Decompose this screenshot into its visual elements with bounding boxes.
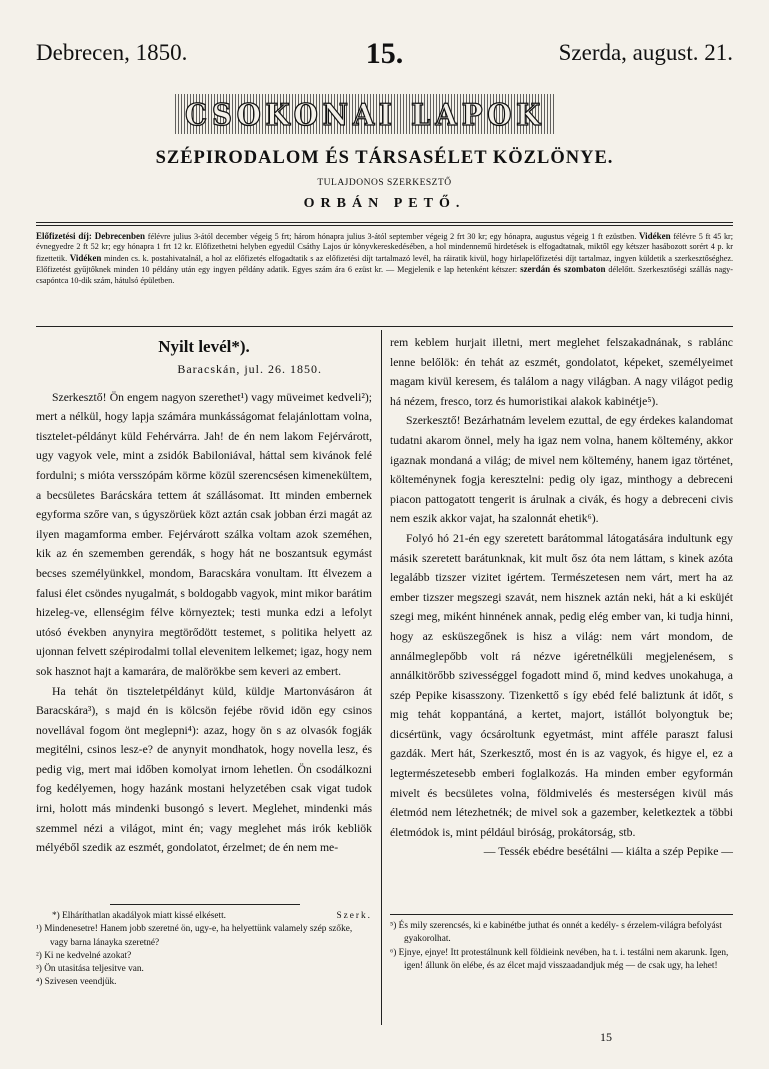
- divider-subscription: [36, 326, 733, 327]
- paragraph: — Tessék ebédre besétálni — kiálta a szép Pepike —: [483, 845, 733, 859]
- masthead-logo: [175, 94, 555, 134]
- footnote: ⁴) Szivesen veendjük.: [36, 977, 117, 988]
- masthead-title: CSOKONAI LAPOK: [185, 98, 545, 133]
- column-divider: [381, 330, 382, 1025]
- footnote-rule-left: [110, 904, 300, 905]
- footnote-star: *) Elháríthatlan akadályok miatt kissé elkésett.: [52, 911, 227, 921]
- issue-number: 15.: [365, 37, 404, 70]
- footnote: ⁵) És mily szerencsés, ki e kabinétbe juthat és onnét a kedély- s érzelem-világra befolyást gyakorolhat.: [390, 921, 722, 945]
- subscription-lead: Előfizetési díj: Debrecenben: [36, 231, 146, 241]
- paragraph: Szerkesztő! Bezárhatnám levelem ezuttal, de egy érdekes kalandomat tudatni akarom önnel, mely ha igaz nem volna, hanem költemény, akkor igaznak mondaná a világ; de mivel nem költemény, hanem igaz történet, költeménynek fogja keresztelni: pedig oly igaz, minthogy a debreceni piacon pattogatott tengerit is árulnak a civák, és hogy a debreceni civis nem eszik akkor vajat, ha szalonnát ehetik⁶).: [390, 414, 733, 526]
- footnote: ³) Ön utasitása teljesitve van.: [36, 964, 144, 975]
- subscription-text-4: délelőtt. Szerkesztőségi szállás nagy-csapóntca 10-dik szám, hátulsó épületben.: [36, 265, 733, 285]
- paragraph: Szerkesztő! Ön engem nagyon szerethet¹) vagy müveimet kedveli²); mert a nélkül, hogy lapja számára munkásságomat felajánlottam volna, tisztelet-példányt küld Fehérvárra. Jah! de én nem lakom Fejérvárott, ugy vagyok vele, mint a zsidók Babiloniával, háttal sem kivánok felé fordulni; s mióta versszópám körme közül szerencsésen kimenekültem, a becsületes Barácskára tettem át szállásomat. Itt minden embernek egyforma szőre van, s úgyszörüek közt aztán csak jobban érzi magát az ilyen magamforma ember. Fejérvárott szálka voltam azok szeméhen, kik az én szememben gerendák, s hogy hát ne boszantsuk egymást becses személyünkkel, mondom, Baracskára vonultam. Itt élvezem a falusi élet csöndes nyugalmát, s boldogabb vagyok, mint mikor barátim hizeleg-ve, ellenségim félve környeztek; testi munka edzi a lefolyt utósó években anynyira megtörődött testemet, s politika helyett az ujonnan felvett szépirodalmi tollal elevenitem lelkemet; igaz, hogy nem sok hasznot hajt a kamarára, de malörökbe sem keveri az embert.: [36, 390, 372, 678]
- owner-label: TULAJDONOS SZERKESZTŐ: [317, 178, 452, 188]
- article-column-right: [390, 333, 733, 862]
- article-column-left: [36, 336, 372, 858]
- masthead-subtitle: SZÉPIRODALOM ÉS TÁRSASÉLET KÖZLÖNYE.: [155, 148, 614, 168]
- paragraph: Ha tehát ön tiszteletpéldányt küld, küldje Martonvásáron át Baracskára³), s majd én is kölcsön fejébe rövid idön egy csinos novellával fogom önt meglepni⁴): azaz, hogy ön s az olvasók fogják megitélni, csinos lesz-e? de anynyit mondhatok, hogy novella lesz, és pedig vig, mert mai időben komolyat irnom lehetlen. Ön csodálkozni fog kedélyemen, hogy hazánk mostani helyzetében csak vigat tudok irni, holott más mindenki busongó s levert. Meglehet, mindenki más szemmel nézi a világot, mint én; vagy meglehet más irók kebliök mélyéből szedik az eszmét, gondolatot, érzelmet; de én nem me-: [36, 684, 372, 855]
- footnotes-left: [36, 910, 372, 990]
- footnote: ¹) Mindenesetre! Hanem jobb szeretné ön, ugy-e, ha helyettünk valamely szép szőke, vagy barna lánayka szeretné?: [36, 924, 353, 948]
- header-weekday-date: Szerda, august. 21.: [558, 40, 733, 65]
- footnotes-right: [390, 920, 733, 973]
- divider-top: [36, 222, 733, 223]
- paragraph: rem keblem hurjait illetni, mert meglehet felszakadnának, s rablánc lenne belőlök: én tehát az eszmét, gondolatot, képeket, személyeimet magam kivül keresem, és találom a nagy világban. A nagy világot pedig há nézem, fresco, torz és humoristikai alakok kabinétje⁵).: [390, 336, 733, 408]
- paragraph: Folyó hó 21-én egy szeretett barátommal látogatására indultunk egy másik szeretett barátunknak, kit mult ősz óta nem láttam, s kinek azóta legalább tizszer vizitet igértem. Természetesen nem várt, mert ha az ember tizszer megszegi szavát, nem hisznek aztán neki, hát a ki esküjét szegi meg, miként hinnének annak, pedig elég ember van, ki tudja hinni, hogy az esküszegőnek is hisz a világ: nem várt mondom, de annálmeglepőbb volt rá nézve igéretnélküli megjelenésem, s annálkitörőbb szivességgel fogadott mind ő, mind kedves unokahuga, a szép Pepike kisasszony. Tizenkettő s így ebéd felé baliztunk át időt, s mig tehát koppantáná, a kertet, majort, istállót bolyongtuk be; dicsértünk, vagy ócsároltunk egyetmást, mint afféle paraszt falusi gazdák. Mert hát, Szerkesztő, most én is az vagyok, és higye el, ez a legtermészetesebb emberi foglalkozás. Ha minden ember egyformán mivelt és becsületes volna, földmivelés és mesterségen kivül más életmód nem létezhetnék; de mivel sok a gazember, keletkeztek a többi életmódok is, mint például biróság, prokátorság, stb.: [390, 531, 733, 839]
- header-place-date: Debrecen, 1850.: [36, 40, 188, 65]
- footnote-signature: Szerk.: [336, 911, 372, 921]
- divider-top-2: [36, 225, 733, 226]
- footnote: ⁶) Ejnye, ejnye! Itt protestálnunk kell földieink nevében, ha t. i. testálni nem akarunk. Igen, igen! állunk ön elébe, és az élcet majd visszaadandjuk még — de csak ugy, ha lehet!: [390, 947, 729, 971]
- subscription-province-2: Vidéken: [69, 252, 102, 263]
- article-title: Nyilt levél*).: [158, 337, 250, 356]
- article-place-date: Baracskán, jul. 26. 1850.: [177, 362, 322, 376]
- subscription-text-1: félévre julius 3-ától december végeig 5 frt; három hónapra julius 3-ától september végeig 2 frt 30 kr; egy hónapra, augustus végeig 1 ft ezüstben.: [147, 232, 637, 241]
- subscription-text-3: minden cs. k. postahivatalnál, a hol az előfizetés elfogadtatik s az előfizetési díjt tartalmazó levél, ha ráiratik kivül, hogy hirlapelőfizetési díjt tartalmaz, ingyen küldetik a szerkesztőséghez. Előfizetést gyűjtőknek minden 10 példány után egy ingyen példány adatik. Egyes szám ára 6 ezüst kr. — Megjelenik e lap hetenként kétszer:: [36, 253, 734, 275]
- subscription-days: szerdán és szombaton: [520, 264, 606, 275]
- subscription-notice: [36, 231, 733, 286]
- page-header: [36, 37, 733, 80]
- page-number: 15: [600, 1030, 612, 1044]
- footnote: ²) Ki ne kedvelné azokat?: [36, 950, 132, 961]
- subscription-province-1: Vidéken: [638, 231, 671, 241]
- subscription-text-2: félévre 5 ft 45 kr; évnegyedre 2 ft 52 kr; egy hónapra 1 frt 12 kr. Előfizethetni helyben egyedül Csáthy Lajos úr könyvkereskedésében, a hol mindennemű hirdetések is elfogadtatnak, miktől egy kétszer hasábozott sorért 4 p. kr fizettetik.: [36, 232, 734, 263]
- editor-name: ORBÁN PETŐ.: [303, 196, 466, 211]
- footnote-rule-right: [390, 914, 733, 915]
